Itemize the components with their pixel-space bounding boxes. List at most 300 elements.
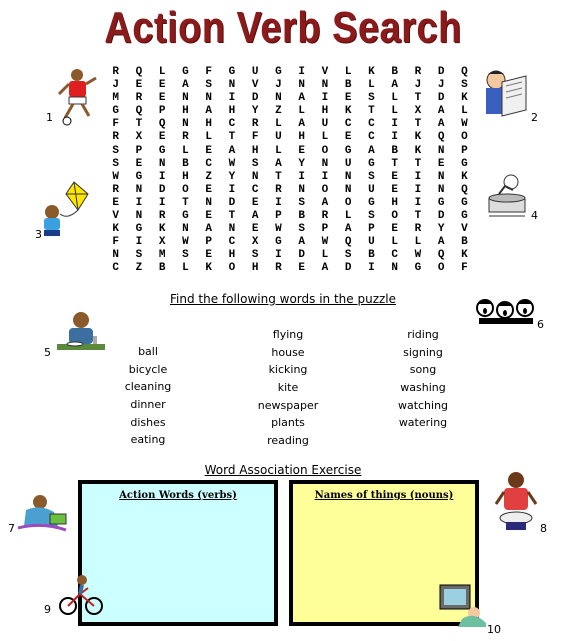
find-instruction: Find the following words in the puzzle — [169, 292, 397, 306]
grid-letter: C — [228, 118, 236, 131]
grid-letter: C — [205, 157, 212, 170]
grid-letter: D — [158, 183, 166, 196]
grid-letter: A — [298, 118, 305, 131]
grid-letter: E — [135, 157, 143, 170]
grid-letter: G — [437, 196, 445, 209]
grid-letter: N — [205, 196, 212, 209]
grid-letter: B — [391, 144, 398, 157]
grid-letter: J — [275, 79, 282, 92]
picture-number-2: 2 — [531, 111, 538, 124]
grid-letter: B — [182, 157, 189, 170]
grid-letter: I — [228, 183, 236, 196]
grid-letter: G — [461, 196, 468, 209]
grid-letter: L — [321, 249, 329, 262]
word-item: signing — [403, 345, 443, 359]
grid-letter: N — [275, 92, 282, 105]
grid-letter: I — [275, 249, 282, 262]
grid-letter: L — [344, 66, 352, 78]
grid-row — [104, 210, 476, 223]
grid-letter: B — [368, 249, 375, 262]
grid-letter: X — [135, 131, 143, 144]
grid-letter: A — [391, 79, 398, 92]
grid-letter: E — [158, 79, 166, 92]
grid-letter: R — [414, 223, 422, 236]
grid-letter: P — [205, 236, 212, 249]
grid-letter: H — [205, 118, 212, 131]
grid-letter: N — [344, 183, 352, 196]
grid-letter: K — [344, 105, 352, 118]
grid-row — [104, 92, 476, 105]
picture-number-10: 10 — [487, 623, 501, 636]
grid-letter: A — [275, 157, 282, 170]
grid-letter: X — [414, 105, 422, 118]
word-list-column-3 — [363, 326, 483, 432]
grid-letter: F — [112, 118, 119, 131]
grid-letter: L — [368, 79, 375, 92]
grid-letter: W — [112, 170, 119, 183]
grid-letter: K — [368, 66, 375, 78]
grid-letter: A — [437, 118, 445, 131]
grid-letter: A — [437, 236, 445, 249]
grid-letter: P — [158, 105, 166, 118]
grid-letter: K — [414, 131, 422, 144]
grid-letter: V — [251, 79, 259, 92]
word-item: riding — [407, 328, 439, 341]
grid-letter: B — [344, 79, 352, 92]
word-item: watering — [398, 416, 448, 430]
grid-row — [104, 79, 476, 92]
grid-letter: K — [205, 262, 212, 275]
word-item: cleaning — [124, 380, 172, 394]
word-item: washing — [400, 381, 446, 395]
grid-letter: H — [391, 196, 398, 209]
grid-row — [104, 197, 476, 210]
grid-letter: L — [321, 131, 329, 144]
grid-letter: O — [461, 131, 468, 144]
grid-letter: A — [321, 262, 329, 275]
grid-letter: C — [228, 236, 236, 249]
grid-letter: I — [298, 66, 305, 78]
grid-letter: Q — [135, 105, 143, 118]
grid-letter: J — [112, 79, 119, 92]
grid-letter: R — [251, 118, 259, 131]
grid-letter: X — [158, 236, 166, 249]
verbs-box-title: Action Words (verbs) — [119, 490, 237, 501]
grid-letter: E — [344, 92, 352, 105]
grid-letter: R — [135, 92, 143, 105]
eating-boy-icon — [55, 310, 107, 358]
grid-letter: A — [298, 92, 305, 105]
grid-letter: L — [391, 236, 398, 249]
grid-letter: K — [414, 144, 422, 157]
grid-letter: O — [344, 196, 352, 209]
grid-letter: C — [344, 118, 352, 131]
grid-letter: N — [182, 92, 189, 105]
grid-letter: W — [228, 157, 236, 170]
grid-letter: I — [391, 118, 398, 131]
grid-letter: Q — [135, 66, 143, 78]
grid-letter: Q — [344, 236, 352, 249]
grid-letter: S — [298, 223, 305, 236]
kite-flyer-icon — [38, 180, 90, 240]
grid-letter: B — [461, 236, 468, 249]
grid-letter: R — [275, 262, 282, 275]
grid-letter: U — [321, 118, 329, 131]
grid-letter: V — [461, 223, 468, 236]
grid-letter: T — [228, 131, 236, 144]
dish-washing-icon — [485, 172, 529, 218]
grid-letter: H — [321, 105, 329, 118]
word-item: plants — [271, 416, 305, 430]
grid-letter: L — [391, 105, 398, 118]
grid-letter: T — [391, 157, 398, 170]
grid-letter: R — [112, 131, 119, 144]
grid-letter: Z — [135, 262, 143, 275]
grid-letter: G — [228, 66, 236, 78]
grid-letter: J — [414, 79, 422, 92]
grid-letter: M — [112, 92, 119, 105]
grid-letter: E — [391, 223, 398, 236]
grid-letter: N — [228, 223, 236, 236]
grid-letter: D — [298, 249, 305, 262]
grid-letter: H — [251, 144, 259, 157]
grid-letter: A — [368, 144, 375, 157]
grid-letter: A — [182, 79, 189, 92]
grid-letter: E — [205, 210, 212, 223]
word-item: kite — [277, 381, 299, 395]
grid-letter: E — [135, 79, 143, 92]
grid-letter: N — [437, 183, 445, 196]
grid-letter: S — [368, 92, 375, 105]
grid-letter: O — [321, 183, 329, 196]
grid-letter: R — [414, 66, 422, 78]
grid-letter: E — [158, 92, 166, 105]
grid-letter: D — [437, 66, 445, 78]
grid-letter: N — [205, 92, 212, 105]
grid-letter: R — [158, 210, 166, 223]
grid-letter: A — [228, 144, 236, 157]
grid-letter: V — [321, 66, 329, 78]
grid-letter: N — [182, 118, 189, 131]
grid-letter: I — [135, 196, 143, 209]
grid-letter: S — [205, 79, 212, 92]
grid-letter: S — [112, 144, 119, 157]
grid-letter: G — [461, 210, 468, 223]
grid-letter: R — [112, 66, 119, 78]
grid-letter: N — [112, 249, 119, 262]
picture-number-3: 3 — [35, 228, 42, 241]
grid-letter: A — [251, 210, 259, 223]
grid-letter: Y — [228, 170, 236, 183]
grid-letter: C — [368, 131, 375, 144]
grid-letter: L — [298, 105, 305, 118]
grid-letter: O — [182, 183, 189, 196]
grid-letter: G — [158, 144, 166, 157]
grid-letter: Q — [461, 183, 468, 196]
grid-letter: T — [368, 105, 375, 118]
grid-letter: Y — [437, 223, 445, 236]
word-item: ball — [138, 345, 158, 358]
newspaper-reader-icon — [482, 68, 528, 118]
grid-letter: H — [228, 249, 236, 262]
grid-letter: N — [135, 183, 143, 196]
word-item: eating — [130, 433, 166, 447]
grid-letter: J — [437, 79, 445, 92]
grid-letter: I — [414, 183, 422, 196]
word-list-column-1 — [88, 343, 208, 449]
grid-letter: T — [414, 92, 422, 105]
grid-letter: G — [368, 157, 375, 170]
grid-letter: H — [182, 170, 189, 183]
grid-letter: A — [321, 196, 329, 209]
grid-letter: H — [182, 105, 189, 118]
grid-letter: G — [368, 196, 375, 209]
grid-letter: T — [135, 118, 143, 131]
grid-letter: S — [135, 249, 143, 262]
grid-letter: G — [344, 144, 352, 157]
grid-letter: G — [461, 157, 468, 170]
grid-letter: N — [391, 262, 398, 275]
grid-letter: O — [391, 210, 398, 223]
grid-letter: N — [135, 210, 143, 223]
grid-letter: B — [158, 262, 166, 275]
grid-letter: P — [135, 144, 143, 157]
grid-letter: L — [205, 131, 212, 144]
grid-letter: R — [182, 131, 189, 144]
grid-letter: N — [298, 79, 305, 92]
grid-letter: W — [182, 236, 189, 249]
picture-number-5: 5 — [44, 346, 51, 359]
grid-letter: I — [228, 92, 236, 105]
soccer-player-icon — [55, 68, 101, 126]
grid-row — [104, 145, 476, 158]
grid-letter: T — [414, 210, 422, 223]
grid-letter: E — [391, 170, 398, 183]
bicycle-rider-icon — [58, 574, 104, 616]
grid-letter: L — [158, 66, 166, 78]
grid-letter: D — [251, 92, 259, 105]
grid-row — [104, 262, 476, 275]
picture-number-6: 6 — [537, 318, 544, 331]
grid-letter: A — [205, 105, 212, 118]
word-item: dishes — [130, 415, 166, 429]
grid-letter: S — [344, 249, 352, 262]
grid-letter: E — [205, 144, 212, 157]
grid-row — [104, 118, 476, 131]
grid-letter: H — [251, 262, 259, 275]
grid-letter: S — [112, 157, 119, 170]
grid-letter: S — [251, 249, 259, 262]
grid-letter: U — [368, 183, 375, 196]
grid-letter: M — [158, 249, 166, 262]
grid-letter: Q — [437, 249, 445, 262]
grid-letter: L — [182, 262, 189, 275]
grid-letter: I — [391, 131, 398, 144]
grid-letter: E — [205, 183, 212, 196]
word-list-column-2 — [228, 326, 348, 450]
grid-letter: D — [228, 196, 236, 209]
cleaning-person-icon — [14, 492, 70, 534]
grid-letter: S — [368, 210, 375, 223]
word-item: kicking — [268, 363, 308, 377]
grid-letter: U — [275, 131, 282, 144]
grid-letter: P — [368, 223, 375, 236]
grid-letter: F — [251, 131, 259, 144]
word-item: reading — [267, 434, 309, 448]
grid-letter: N — [182, 223, 189, 236]
grid-letter: S — [368, 170, 375, 183]
grid-letter: I — [158, 196, 166, 209]
grid-letter: H — [298, 131, 305, 144]
grid-letter: L — [275, 144, 282, 157]
word-item: flying — [272, 328, 304, 341]
grid-letter: K — [461, 92, 468, 105]
grid-row — [104, 249, 476, 262]
grid-letter: A — [344, 223, 352, 236]
grid-letter: O — [321, 144, 329, 157]
word-item: newspaper — [257, 398, 319, 412]
grid-row — [104, 236, 476, 249]
grid-letter: I — [414, 170, 422, 183]
grid-letter: D — [344, 262, 352, 275]
grid-letter: E — [437, 157, 445, 170]
grid-letter: B — [298, 210, 305, 223]
grid-letter: S — [298, 196, 305, 209]
grid-letter: L — [182, 144, 189, 157]
grid-letter: E — [205, 249, 212, 262]
grid-letter: W — [275, 223, 282, 236]
grid-letter: G — [135, 170, 143, 183]
grid-letter: U — [344, 157, 352, 170]
grid-letter: L — [461, 105, 468, 118]
grid-letter: F — [461, 262, 468, 275]
grid-letter: L — [414, 236, 422, 249]
grid-letter: F — [205, 66, 212, 78]
grid-letter: W — [414, 249, 422, 262]
grid-letter: G — [182, 210, 189, 223]
grid-letter: H — [228, 105, 236, 118]
grid-row — [104, 131, 476, 144]
grid-letter: F — [112, 236, 119, 249]
grid-letter: D — [437, 210, 445, 223]
page-title: Action Verb Search — [104, 4, 462, 53]
grid-letter: R — [321, 210, 329, 223]
grid-letter: L — [344, 210, 352, 223]
watering-boy-icon — [490, 470, 542, 534]
singing-faces-icon — [475, 296, 537, 326]
grid-letter: C — [391, 249, 398, 262]
word-item: watching — [397, 398, 449, 412]
grid-letter: T — [414, 157, 422, 170]
grid-letter: G — [414, 262, 422, 275]
word-item: song — [409, 363, 437, 377]
grid-letter: T — [182, 196, 189, 209]
grid-letter: Y — [298, 157, 305, 170]
grid-letter: G — [182, 66, 189, 78]
grid-row — [104, 105, 476, 118]
grid-letter: N — [228, 79, 236, 92]
grid-letter: P — [321, 223, 329, 236]
grid-letter: G — [275, 66, 282, 78]
grid-letter: N — [321, 157, 329, 170]
grid-letter: A — [437, 105, 445, 118]
grid-letter: A — [298, 236, 305, 249]
grid-letter: N — [298, 183, 305, 196]
word-item: bicycle — [128, 362, 168, 376]
verbs-box[interactable] — [78, 480, 278, 626]
grid-letter: G — [135, 223, 143, 236]
grid-row — [104, 66, 476, 79]
grid-letter: S — [251, 157, 259, 170]
picture-number-4: 4 — [531, 209, 538, 222]
grid-letter: E — [298, 144, 305, 157]
grid-row — [104, 158, 476, 171]
grid-letter: W — [321, 236, 329, 249]
grid-letter: W — [461, 118, 468, 131]
grid-letter: P — [461, 144, 468, 157]
grid-letter: I — [321, 170, 329, 183]
grid-letter: D — [437, 92, 445, 105]
grid-letter: A — [205, 223, 212, 236]
grid-letter: E — [251, 223, 259, 236]
grid-letter: K — [461, 170, 468, 183]
grid-letter: N — [321, 79, 329, 92]
grid-letter: O — [437, 262, 445, 275]
association-title: Word Association Exercise — [204, 463, 362, 477]
grid-letter: X — [251, 236, 259, 249]
grid-letter: G — [275, 236, 282, 249]
grid-letter: R — [275, 183, 282, 196]
word-item: house — [271, 345, 305, 359]
grid-letter: N — [437, 144, 445, 157]
grid-letter: P — [275, 210, 282, 223]
grid-letter: I — [275, 196, 282, 209]
grid-letter: E — [298, 262, 305, 275]
grid-letter: Q — [158, 118, 166, 131]
grid-letter: T — [414, 118, 422, 131]
grid-letter: C — [251, 183, 259, 196]
watching-tv-icon — [436, 583, 490, 629]
grid-letter: T — [228, 210, 236, 223]
grid-letter: L — [391, 92, 398, 105]
grid-letter: C — [112, 262, 119, 275]
grid-letter: E — [158, 131, 166, 144]
grid-letter: G — [112, 105, 119, 118]
grid-letter: E — [112, 196, 119, 209]
picture-number-8: 8 — [540, 522, 547, 535]
grid-letter: C — [368, 118, 375, 131]
word-item: dinner — [130, 398, 166, 412]
grid-letter: I — [321, 92, 329, 105]
grid-row — [104, 223, 476, 236]
nouns-box-title: Names of things (nouns) — [314, 490, 454, 501]
grid-row — [104, 171, 476, 184]
picture-number-7: 7 — [8, 522, 15, 535]
grid-letter: I — [135, 236, 143, 249]
word-search-grid — [104, 66, 476, 276]
grid-letter: S — [182, 249, 189, 262]
grid-letter: I — [414, 196, 422, 209]
grid-letter: R — [112, 183, 119, 196]
grid-letter: K — [158, 223, 166, 236]
grid-letter: Y — [251, 105, 259, 118]
grid-letter: I — [368, 262, 375, 275]
grid-letter: Q — [461, 66, 468, 78]
grid-letter: U — [368, 236, 375, 249]
grid-letter: E — [391, 183, 398, 196]
grid-letter: K — [112, 223, 119, 236]
grid-letter: Z — [275, 105, 282, 118]
